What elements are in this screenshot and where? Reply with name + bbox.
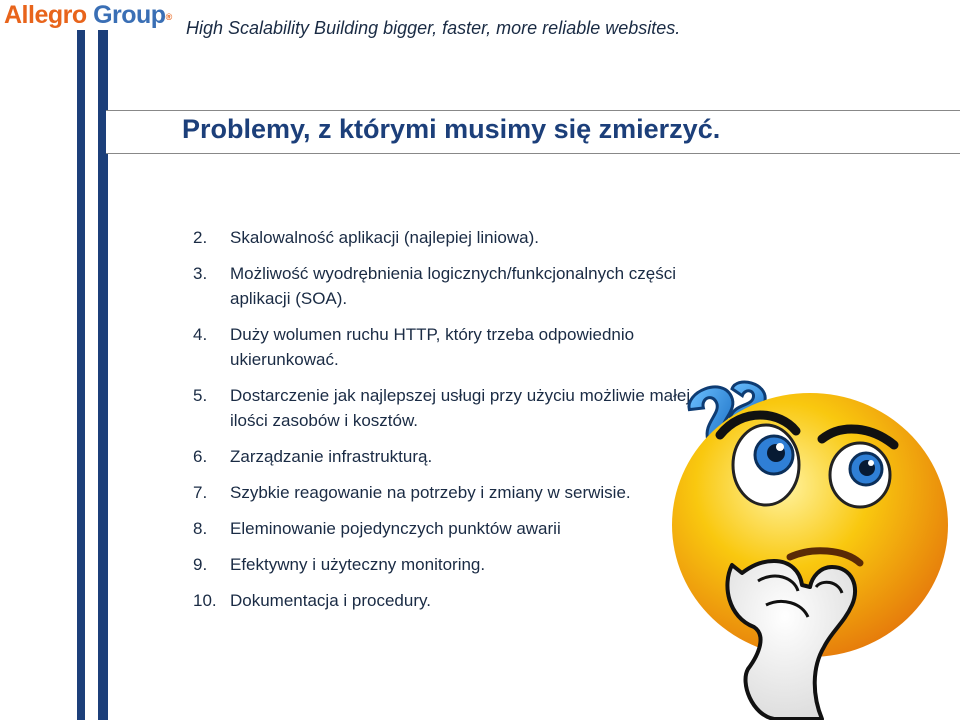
list-item bbox=[193, 225, 693, 250]
list-item bbox=[193, 322, 693, 372]
header-tagline: High Scalability Building bigger, faster, more reliable websites. bbox=[186, 18, 681, 38]
list-item bbox=[193, 444, 693, 469]
list-item bbox=[193, 516, 693, 541]
list-item bbox=[193, 588, 693, 613]
list-item-text: Dokumentacja i procedury. bbox=[230, 591, 431, 610]
list-item-number: 5. bbox=[193, 386, 208, 405]
list-item-text: Eleminowanie pojedynczych punktów awarii bbox=[230, 519, 561, 538]
list-item-text: Zarządzanie infrastrukturą. bbox=[230, 447, 433, 466]
list-item-text: Szybkie reagowanie na potrzeby i zmiany w serwisie. bbox=[230, 483, 631, 502]
list-item-text: Efektywny i użyteczny monitoring. bbox=[230, 555, 486, 574]
list-item-text: Skalowalność aplikacji (najlepiej liniowa). bbox=[230, 228, 539, 247]
list-item bbox=[193, 261, 693, 311]
list-item-number: 10. bbox=[193, 591, 217, 610]
list-item-number: 9. bbox=[193, 555, 208, 574]
list-item-text: Dostarczenie jak najlepszej usługi przy użyciu możliwie małej ilości zasobów i kosztów. bbox=[230, 386, 691, 430]
left-stripe-1 bbox=[77, 30, 85, 720]
problem-list bbox=[193, 225, 693, 624]
slide-title: Problemy, z którymi musimy się zmierzyć. bbox=[182, 114, 721, 144]
logo-registered-mark: ® bbox=[165, 12, 172, 22]
list-item-number: 2. bbox=[193, 228, 208, 247]
list-item-text: Możliwość wyodrębnienia logicznych/funkcjonalnych części aplikacji (SOA). bbox=[230, 264, 676, 308]
logo-word-allegro: Allegro bbox=[4, 1, 87, 29]
list-item-number: 7. bbox=[193, 483, 208, 502]
list-item-number: 6. bbox=[193, 447, 208, 466]
thinking-smiley-icon bbox=[662, 335, 960, 720]
list-item-number: 8. bbox=[193, 519, 208, 538]
logo-word-group: Group bbox=[93, 1, 166, 29]
list-item-number: 3. bbox=[193, 264, 208, 283]
allegro-group-logo bbox=[4, 0, 172, 30]
list-item bbox=[193, 383, 693, 433]
list-item bbox=[193, 552, 693, 577]
list-item-text: Duży wolumen ruchu HTTP, który trzeba odpowiednio ukierunkować. bbox=[230, 325, 635, 369]
list-item bbox=[193, 480, 693, 505]
list-item-number: 4. bbox=[193, 325, 208, 344]
